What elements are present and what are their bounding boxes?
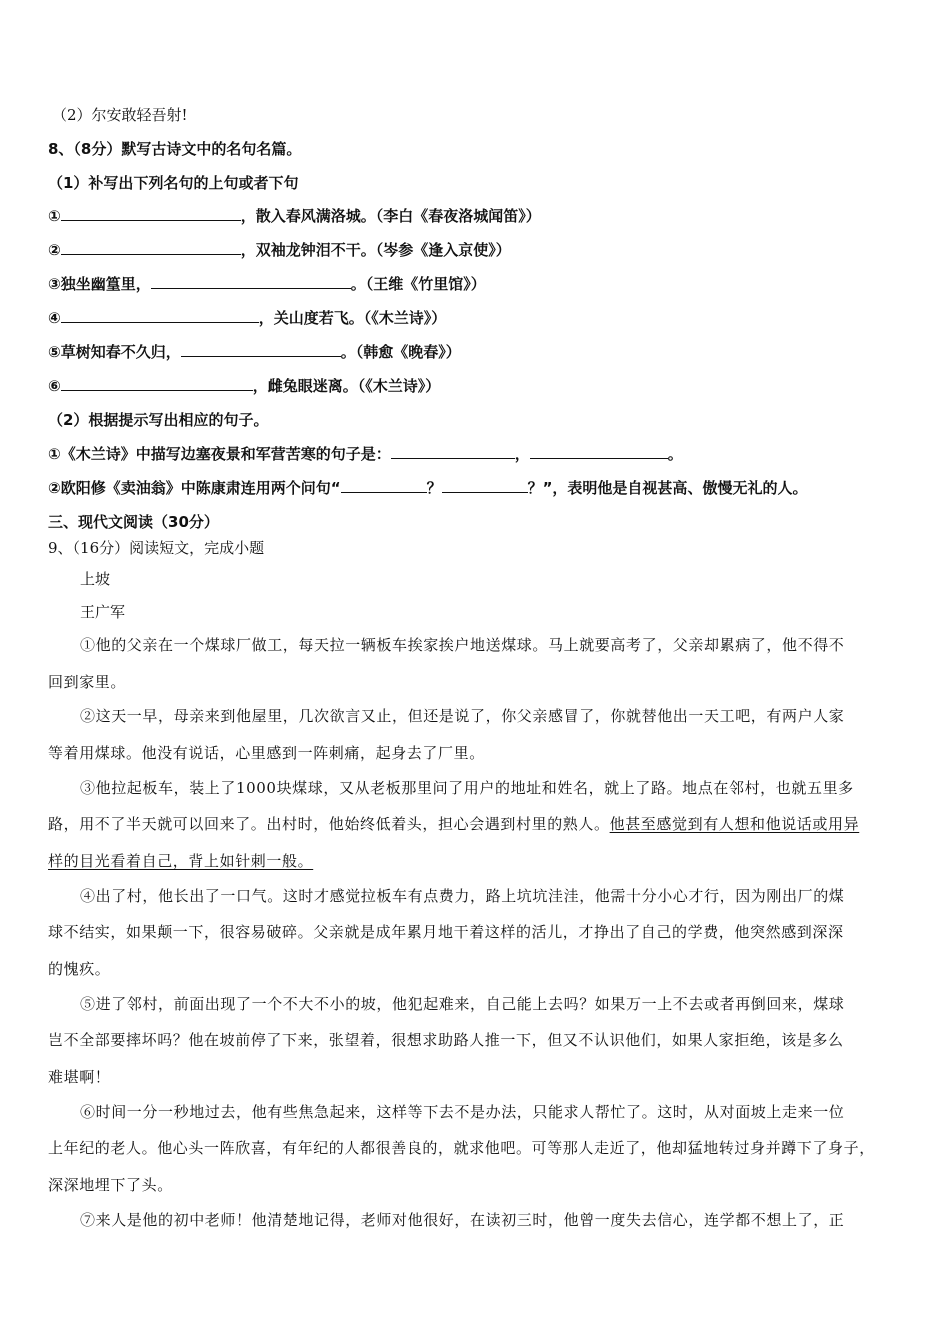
item-prefix: ①《木兰诗》中描写边塞夜景和军营苦寒的句子是： (48, 445, 391, 463)
article-title: 上坡 (80, 570, 111, 588)
q8-item-5 (48, 341, 461, 362)
para-4-line-3: 的愧疚。 (48, 960, 111, 978)
item-separator: ， (514, 445, 530, 463)
para-7-line-1: ⑦来人是他的初中老师！他清楚地记得，老师对他很好，在读初三时，他曾一度失去信心，连学都不想上了，正 (80, 1211, 845, 1229)
item-separator: ？ (426, 479, 442, 497)
answer-blank[interactable] (341, 478, 427, 493)
item-text: ，双袖龙钟泪不干。（岑参《逢入京使》） (240, 241, 511, 259)
item-number: ① (48, 207, 61, 225)
item-text: 。（王维《竹里馆》） (350, 275, 486, 293)
q8-item-4 (48, 307, 446, 328)
answer-blank[interactable] (442, 478, 528, 493)
item-number: ⑤ (48, 343, 61, 361)
answer-blank[interactable] (530, 444, 668, 459)
q8-part1-title: （1）补写出下列名句的上句或者下句 (48, 174, 299, 192)
answer-blank[interactable] (61, 376, 253, 391)
q8-part2-item-1 (48, 443, 683, 464)
q8-part2-item-2 (48, 477, 807, 498)
para-1-line-2: 回到家里。 (48, 673, 127, 691)
item-number: ③ (48, 275, 61, 293)
answer-blank[interactable] (181, 342, 341, 357)
q8-item-3 (48, 273, 486, 294)
para-5-line-2: 岂不全部要摔坏吗？他在坡前停了下来，张望着，很想求助路人推一下，但又不认识他们，如果人家拒绝，该是多么 (48, 1031, 844, 1049)
para-3-line-1: ③他拉起板车，装上了1000块煤球，又从老板那里问了用户的地址和姓名，就上了路。地点在邻村，也就五里多 (80, 779, 854, 797)
answer-blank[interactable] (61, 308, 259, 323)
answer-blank[interactable] (61, 206, 241, 221)
para-6-line-1: ⑥时间一分一秒地过去，他有些焦急起来，这样等下去不是办法，只能求人帮忙了。这时，从对面坡上走来一位 (80, 1103, 845, 1121)
answer-blank[interactable] (391, 444, 515, 459)
para-5-line-3: 难堪啊！ (48, 1068, 111, 1086)
answer-blank[interactable] (61, 240, 241, 255)
item-text: ？”，表明他是自视甚高、傲慢无礼的人。 (527, 479, 808, 497)
para-6-line-2: 上年纪的老人。他心头一阵欣喜，有年纪的人都很善良的，就求他吧。可等那人走近了，他却猛地转过身并蹲下了身子， (48, 1139, 875, 1157)
q8-item-6 (48, 375, 440, 396)
para-2-line-2: 等着用煤球。他没有说话，心里感到一阵刺痛，起身去了厂里。 (48, 744, 485, 762)
para-3-line-3: 样的目光看着自己，背上如针刺一般。 (48, 852, 314, 870)
underlined-sentence: 他甚至感觉到有人想和他说话或用异 (609, 815, 860, 833)
q9-title: 9、（16分）阅读短文，完成小题 (48, 539, 265, 557)
para-2-line-1: ②这天一早，母亲来到他屋里，几次欲言又止，但还是说了，你父亲感冒了，你就替他出一天工吧，有两户人家 (80, 707, 845, 725)
item-text: ，雌兔眼迷离。（《木兰诗》） (252, 377, 441, 395)
item-text: ，关山度若飞。（《木兰诗》） (258, 309, 447, 327)
answer-blank[interactable] (151, 274, 351, 289)
item-text: 。（韩愈《晚春》） (340, 343, 461, 361)
q8-item-1 (48, 205, 541, 226)
q8-title: 8、（8分）默写古诗文中的名句名篇。 (48, 140, 302, 158)
para-3-line-2 (48, 813, 859, 834)
para-3-text: 路，用不了半天就可以回来了。出村时，他始终低着头，担心会遇到村里的熟人。 (48, 815, 610, 833)
item-prefix: 草树知春不久归， (60, 343, 181, 361)
q8-part2-title: （2）根据提示写出相应的句子。 (48, 411, 269, 429)
item-number: ② (48, 241, 61, 259)
para-1-line-1: ①他的父亲在一个煤球厂做工，每天拉一辆板车挨家挨户地送煤球。马上就要高考了，父亲却累病了，他不得不 (80, 636, 845, 654)
item-prefix: 独坐幽篁里， (60, 275, 151, 293)
article-author: 王广军 (80, 603, 126, 621)
item-text: 。 (667, 445, 683, 463)
para-5-line-1: ⑤进了邻村，前面出现了一个不大不小的坡，他犯起难来，自己能上去吗？如果万一上不去或者再倒回来，煤球 (80, 995, 845, 1013)
para-4-line-2: 球不结实，如果颠一下，很容易破碎。父亲就是成年累月地干着这样的活儿，才挣出了自己的学费，他突然感到深深 (48, 923, 844, 941)
q7-item-2: （2）尔安敢轻吾射! (52, 106, 188, 124)
item-text: ，散入春风满洛城。（李白《春夜洛城闻笛》） (240, 207, 541, 225)
item-number: ④ (48, 309, 61, 327)
para-4-line-1: ④出了村，他长出了一口气。这时才感觉拉板车有点费力，路上坑坑洼洼，他需十分小心才行，因为刚出厂的煤 (80, 887, 845, 905)
section-3-heading: 三、现代文阅读（30分） (48, 513, 219, 531)
item-number: ⑥ (48, 377, 61, 395)
para-6-line-3: 深深地埋下了头。 (48, 1176, 173, 1194)
item-prefix: ②欧阳修《卖油翁》中陈康肃连用两个问句“ (48, 479, 341, 497)
q8-item-2 (48, 239, 511, 260)
